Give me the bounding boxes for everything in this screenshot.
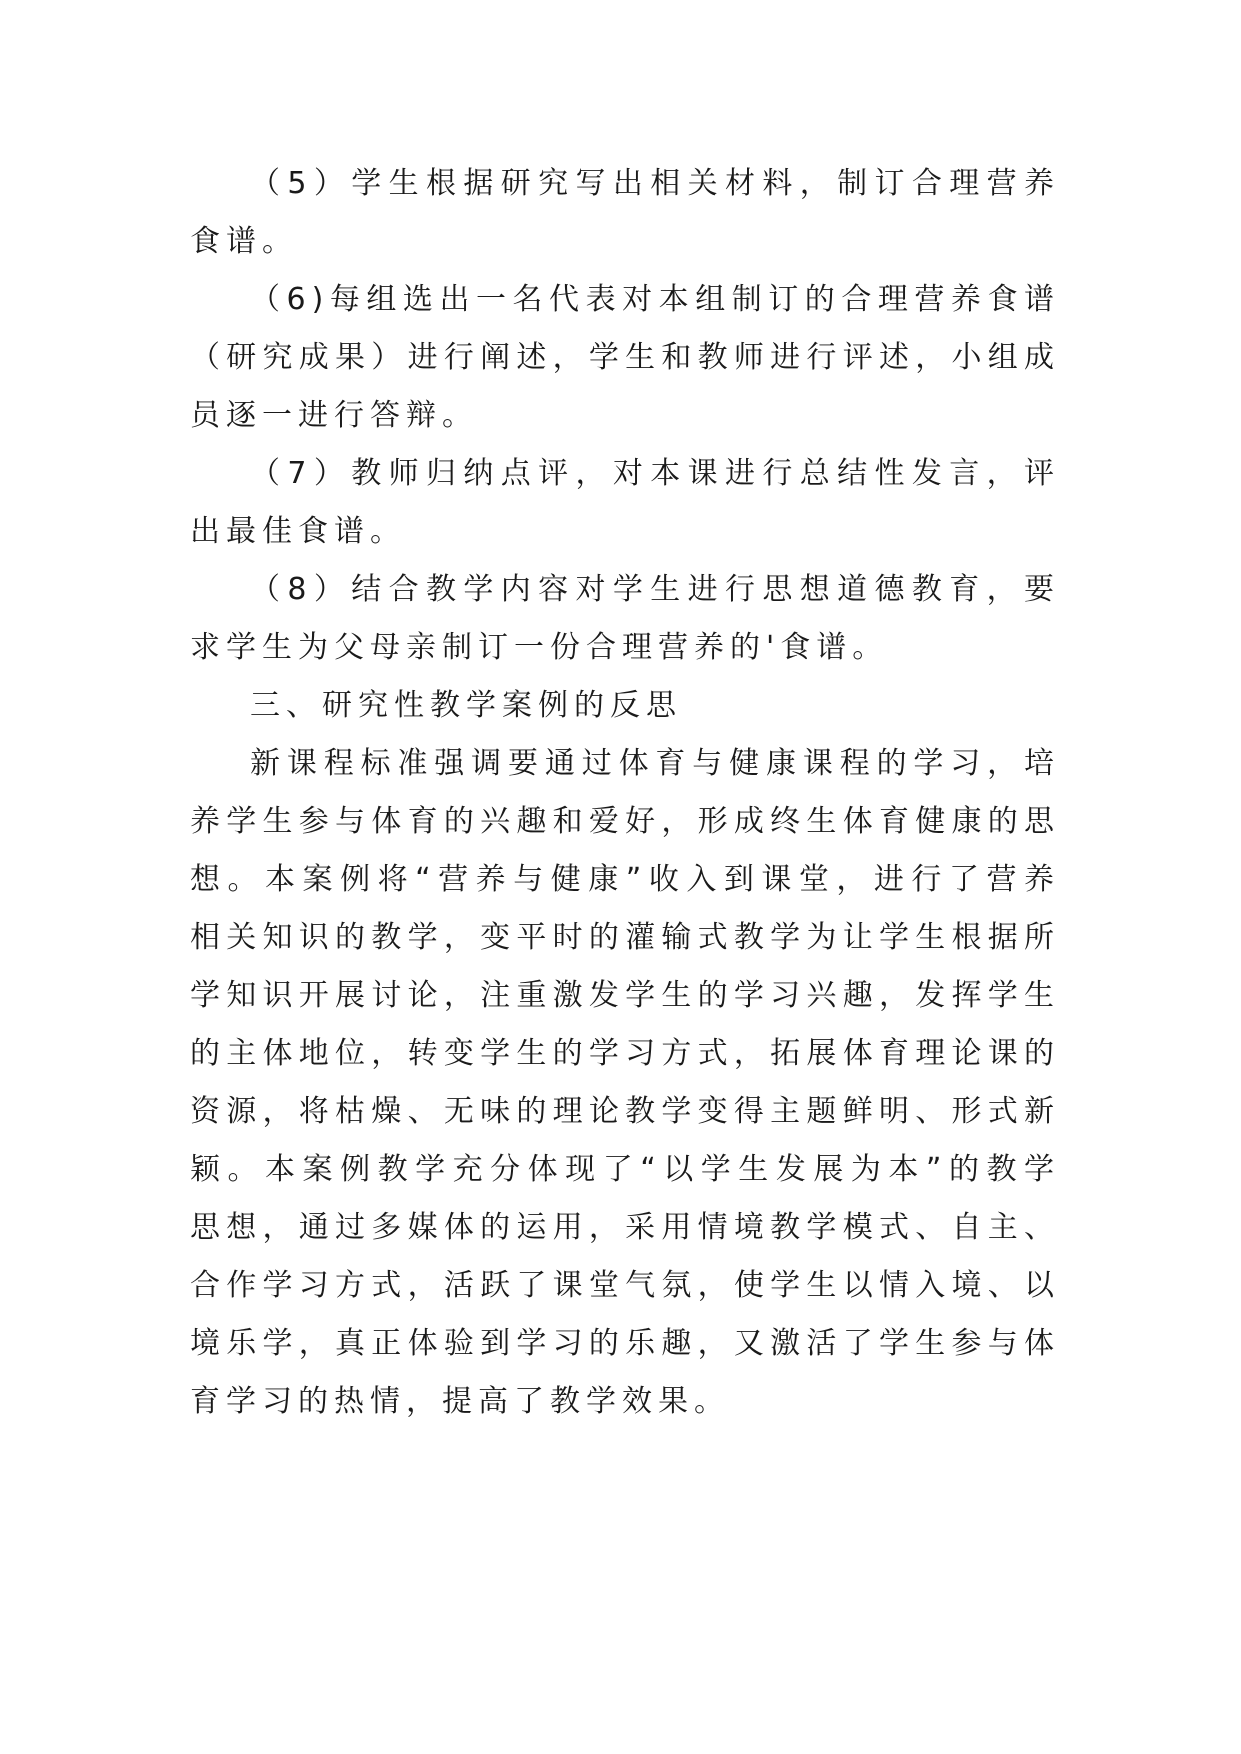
paragraph-step-7: （7）教师归纳点评，对本课进行总结性发言，评出最佳食谱。: [190, 456, 1060, 549]
paragraph-reflection: 新课程标准强调要通过体育与健康课程的学习，培养学生参与体育的兴趣和爱好，形成终生体育健康的思想。本案例将“营养与健康”收入到课堂，进行了营养相关知识的教学，变平时的灌输式教学为让学生根据所学知识开展讨论，注重激发学生的学习兴趣，发挥学生的主体地位，转变学生的学习方式，拓展体育理论课的资源，将枯燥、无味的理论教学变得主题鲜明、形式新颖。本案例教学充分体现了“以学生发展为本”的教学思想，通过多媒体的运用，采用情境教学模式、自主、合作学习方式，活跃了课堂气氛，使学生以情入境、以境乐学，真正体验到学习的乐趣，又激活了学生参与体育学习的热情，提高了教学效果。: [190, 746, 1060, 1419]
document-body: [190, 155, 1060, 1431]
paragraph-step-8: （8）结合教学内容对学生进行思想道德教育，要求学生为父母亲制订一份合理营养的'食谱。: [190, 572, 1060, 665]
paragraph-step-5: （5）学生根据研究写出相关材料，制订合理营养食谱。: [190, 166, 1060, 259]
paragraph-step-6: （6)每组选出一名代表对本组制订的合理营养食谱（研究成果）进行阐述，学生和教师进行评述，小组成员逐一进行答辩。: [190, 282, 1060, 433]
section-heading: 三、研究性教学案例的反思: [250, 688, 682, 723]
